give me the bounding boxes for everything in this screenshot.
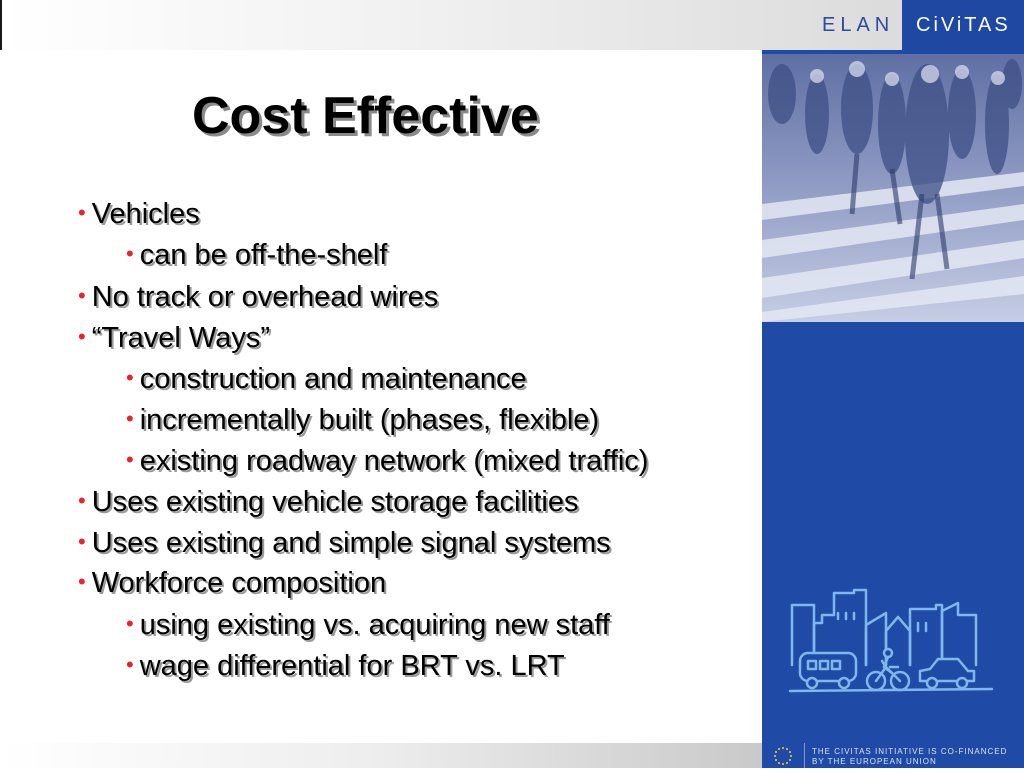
footer-line-1: THE CIVITAS INITIATIVE IS CO-FINANCED [812, 747, 1008, 756]
bullet-icon: • [78, 529, 86, 554]
bullet-icon: • [126, 406, 134, 431]
bullet-icon: • [126, 241, 134, 266]
bullet-text: Uses existing and simple signal systems [91, 527, 611, 559]
bullet-icon: • [78, 324, 86, 349]
bullet-icon: • [78, 200, 86, 225]
bullet-icon: • [78, 569, 86, 594]
bullet-text: wage differential for BRT vs. LRT [139, 650, 565, 682]
bullet-icon: • [78, 283, 86, 308]
footer-text [812, 747, 1022, 767]
sub-bullet-item [126, 239, 387, 272]
bullet-item [78, 281, 438, 314]
sub-bullet-item [126, 650, 565, 683]
sub-bullet-item [126, 609, 610, 642]
bullet-text: No track or overhead wires [91, 281, 439, 313]
elan-logo: ELAN [822, 14, 895, 36]
bullet-icon: • [78, 488, 86, 513]
bullet-item [78, 322, 270, 355]
sub-bullet-item [126, 445, 648, 478]
header-bar [0, 0, 1024, 50]
bullet-icon: • [126, 447, 134, 472]
bullet-text: Uses existing vehicle storage facilities [91, 486, 579, 518]
bullet-text: “Travel Ways” [91, 322, 270, 354]
bullet-text: Vehicles [91, 198, 200, 230]
bullet-text: Workforce composition [91, 567, 387, 599]
bullet-item [78, 527, 611, 560]
city-transport-illustration [786, 585, 996, 705]
sub-bullet-item [126, 404, 599, 437]
slide-title: Cost Effective [192, 87, 539, 145]
sub-bullet-item [126, 363, 527, 396]
pedestrian-crossing-photo [762, 54, 1024, 322]
bullet-text: incrementally built (phases, flexible) [139, 404, 600, 436]
bullet-item [78, 486, 578, 519]
eu-flag-icon [762, 743, 805, 768]
bullet-text: can be off-the-shelf [139, 239, 388, 271]
bullet-icon: • [126, 611, 134, 636]
footer-bar [0, 743, 762, 768]
bullet-text: existing roadway network (mixed traffic) [139, 445, 649, 477]
civitas-logo-box [902, 0, 1024, 50]
bullet-text: construction and maintenance [139, 363, 527, 395]
bullet-item [78, 567, 386, 600]
civitas-logo: CiViTAS [916, 14, 1011, 36]
bullet-item [78, 198, 200, 231]
bullet-icon: • [126, 652, 134, 677]
footer-line-2: BY THE EUROPEAN UNION [812, 757, 937, 766]
bullet-icon: • [126, 365, 134, 390]
bullet-text: using existing vs. acquiring new staff [139, 609, 610, 641]
